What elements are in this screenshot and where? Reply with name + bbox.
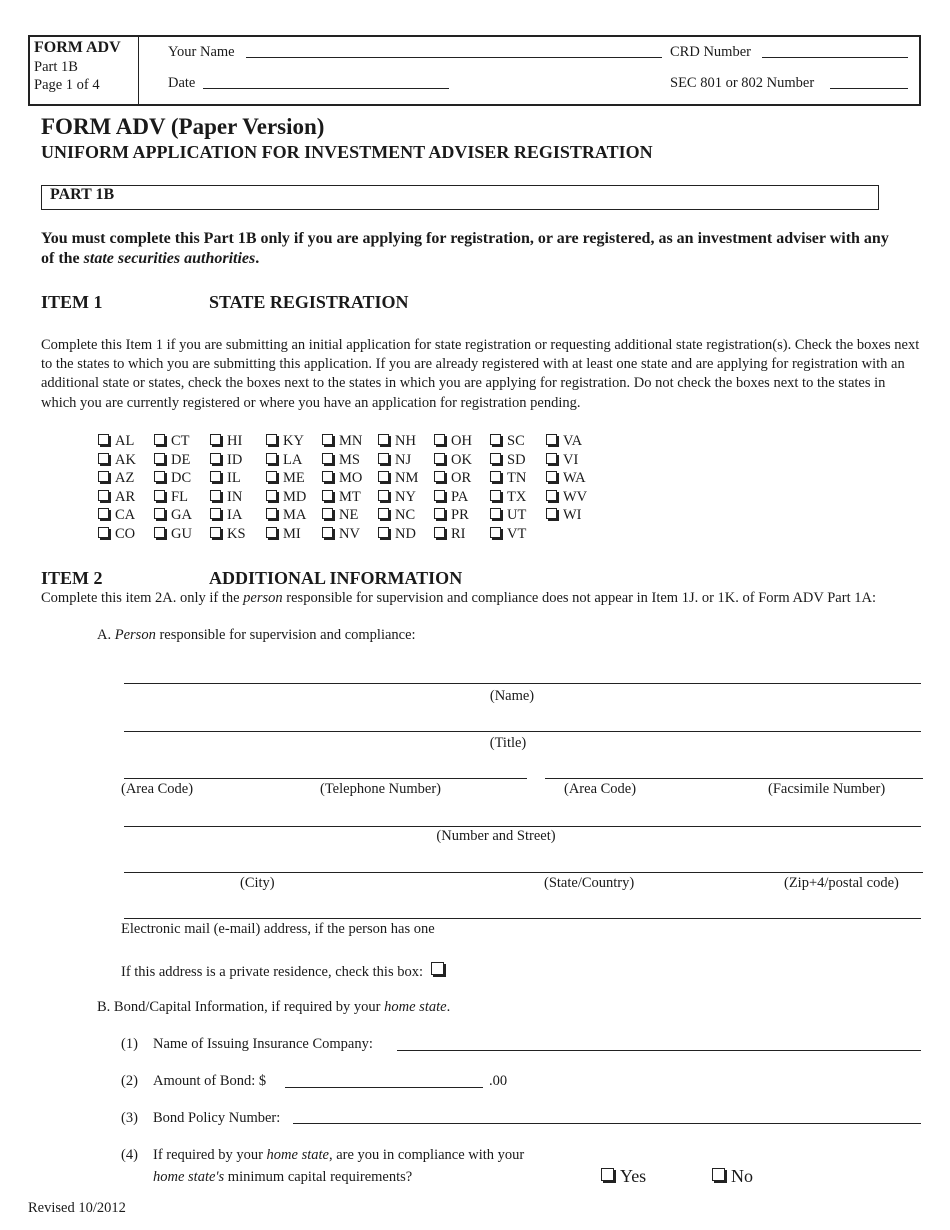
checkbox-icon[interactable]: [266, 508, 277, 519]
checkbox-icon[interactable]: [210, 453, 221, 464]
checkbox-icon[interactable]: [98, 453, 109, 464]
issuing-company-field[interactable]: [397, 1050, 921, 1051]
checkbox-icon[interactable]: [378, 527, 389, 538]
q1-label: Name of Issuing Insurance Company:: [153, 1036, 373, 1052]
state-checkbox-wv[interactable]: [546, 489, 587, 506]
q4-line2: [153, 1169, 412, 1186]
item1-instructions: Complete this Item 1 if you are submitting an initial application for state registration or requesting additional state registration(s). Check the boxes next to the states to which you are submitting this application. If you are already registered with at least one state and are applying for registration with an additional state or states, check the boxes next to the states in which you are applying for registration. Do not check the boxes next to the states in which you are currently registered or where you have an application for registration pending.: [41, 337, 920, 411]
checkbox-icon[interactable]: [434, 508, 445, 519]
state-code-label: VT: [507, 526, 527, 542]
item2-text-end: responsible for supervision and compliance does not appear in Item 1J. or 1K. of Form ADV Part 1A:: [282, 590, 876, 606]
state-code-label: GU: [171, 526, 192, 542]
section-b-text: B. Bond/Capital Information, if required by your: [97, 999, 385, 1015]
section-a-italic: Person: [114, 627, 156, 643]
no-option[interactable]: [712, 1166, 753, 1187]
state-checkbox-in[interactable]: [210, 489, 242, 506]
state-code-label: LA: [283, 452, 303, 468]
state-checkbox-gu[interactable]: [154, 526, 192, 543]
item2-text: Complete this item 2A. only if the: [41, 590, 244, 606]
part-label: Part 1B: [34, 59, 78, 75]
state-checkbox-ny[interactable]: [378, 489, 416, 506]
checkbox-icon[interactable]: [322, 527, 333, 538]
checkbox-icon[interactable]: [434, 453, 445, 464]
email-label: Electronic mail (e-mail) address, if the person has one: [121, 921, 435, 937]
checkbox-icon[interactable]: [490, 434, 501, 445]
header-divider: [138, 35, 139, 106]
checkbox-icon[interactable]: [322, 471, 333, 482]
city-state-zip-field[interactable]: [124, 872, 923, 873]
state-code-label: CO: [115, 526, 136, 542]
item2-title: ADDITIONAL INFORMATION: [209, 568, 463, 588]
state-code-label: IL: [227, 470, 241, 486]
fax-area-code-label: (Area Code): [564, 781, 637, 797]
section-b-heading: [97, 999, 450, 1016]
state-code-label: NC: [395, 507, 416, 523]
checkbox-icon[interactable]: [378, 490, 389, 501]
checkbox-icon[interactable]: [266, 434, 277, 445]
checkbox-icon[interactable]: [322, 508, 333, 519]
checkbox-icon[interactable]: [322, 490, 333, 501]
state-code-label: MO: [339, 470, 363, 486]
state-code-label: CT: [171, 433, 190, 449]
item2-italic: person: [243, 590, 283, 606]
state-code-label: OK: [451, 452, 472, 468]
state-code-label: NV: [339, 526, 360, 542]
state-code-label: AK: [115, 452, 136, 468]
state-checkbox-md[interactable]: [266, 489, 306, 506]
state-checkbox-sd[interactable]: [490, 452, 526, 469]
state-code-label: AZ: [115, 470, 135, 486]
state-code-label: FL: [171, 489, 188, 505]
state-checkbox-nv[interactable]: [322, 526, 360, 543]
private-residence-checkbox[interactable]: [431, 962, 444, 975]
state-code-label: CA: [115, 507, 136, 523]
checkbox-icon[interactable]: [266, 471, 277, 482]
checkbox-icon[interactable]: [210, 471, 221, 482]
state-code-label: OH: [451, 433, 472, 449]
checkbox-icon[interactable]: [490, 527, 501, 538]
section-b-italic: home state: [384, 999, 447, 1015]
checkbox-icon[interactable]: [98, 471, 109, 482]
telephone-field[interactable]: [124, 778, 527, 779]
state-code-label: IN: [227, 489, 243, 505]
private-residence-label: If this address is a private residence, check this box:: [121, 964, 423, 980]
state-checkbox-va[interactable]: [546, 433, 582, 450]
checkbox-icon[interactable]: [546, 471, 557, 482]
no-label: No: [731, 1166, 753, 1186]
header-box: [28, 35, 921, 106]
state-code-label: DE: [171, 452, 191, 468]
checkbox-icon[interactable]: [434, 434, 445, 445]
state-checkbox-vi[interactable]: [546, 452, 578, 469]
q4-text: If required by your: [153, 1147, 267, 1163]
checkbox-icon[interactable]: [378, 434, 389, 445]
checkbox-icon[interactable]: [98, 490, 109, 501]
revised-date: Revised 10/2012: [28, 1200, 126, 1216]
state-checkbox-tn[interactable]: [490, 470, 526, 487]
street-label: (Number and Street): [436, 828, 556, 844]
state-code-label: WV: [563, 489, 588, 505]
yes-checkbox[interactable]: [601, 1168, 614, 1181]
state-code-label: MD: [283, 489, 307, 505]
your-name-label: Your Name: [168, 44, 235, 60]
checkbox-icon[interactable]: [546, 453, 557, 464]
intro-paragraph: [41, 229, 891, 269]
checkbox-icon[interactable]: [266, 527, 277, 538]
state-code-label: ME: [283, 470, 305, 486]
state-code-label: AR: [115, 489, 136, 505]
state-code-label: HI: [227, 433, 243, 449]
checkbox-icon[interactable]: [378, 508, 389, 519]
intro-italic: state securities authorities: [83, 250, 256, 267]
checkbox-icon[interactable]: [434, 471, 445, 482]
state-code-label: WA: [563, 470, 586, 486]
no-checkbox[interactable]: [712, 1168, 725, 1181]
crd-number-field[interactable]: [762, 57, 908, 58]
state-code-label: SD: [507, 452, 526, 468]
section-a-heading: [97, 627, 416, 644]
state-checkbox-ar[interactable]: [98, 489, 135, 506]
yes-option[interactable]: [601, 1166, 646, 1187]
your-name-field[interactable]: [246, 57, 662, 58]
state-code-label: IA: [227, 507, 243, 523]
state-code-label: NJ: [395, 452, 412, 468]
checkbox-icon[interactable]: [266, 453, 277, 464]
state-checkbox-id[interactable]: [210, 452, 242, 469]
sec-number-label: SEC 801 or 802 Number: [670, 75, 815, 91]
state-code-label: NM: [395, 470, 419, 486]
state-checkbox-ma[interactable]: [266, 507, 306, 524]
checkbox-icon[interactable]: [434, 527, 445, 538]
state-code-label: PR: [451, 507, 469, 523]
checkbox-icon[interactable]: [210, 508, 221, 519]
state-code-label: MT: [339, 489, 361, 505]
checkbox-icon[interactable]: [210, 527, 221, 538]
state-code-label: NY: [395, 489, 416, 505]
state-code-label: SC: [507, 433, 525, 449]
q4-line1: [153, 1147, 524, 1164]
state-checkbox-sc[interactable]: [490, 433, 525, 450]
state-code-label: UT: [507, 507, 527, 523]
section-a-rest: responsible for supervision and compliance:: [155, 627, 416, 643]
checkbox-icon[interactable]: [322, 434, 333, 445]
state-checkbox-dc[interactable]: [154, 470, 191, 487]
state-checkbox-mo[interactable]: [322, 470, 362, 487]
q1-number: (1): [121, 1036, 138, 1052]
state-code-label: ID: [227, 452, 243, 468]
state-code-label: TN: [507, 470, 527, 486]
q4-text-end: , are you in compliance with your: [328, 1147, 525, 1163]
checkbox-icon[interactable]: [266, 490, 277, 501]
state-checkbox-al[interactable]: [98, 433, 134, 450]
q2-number: (2): [121, 1073, 138, 1089]
state-checkbox-ga[interactable]: [154, 507, 192, 524]
state-checkbox-ca[interactable]: [98, 507, 135, 524]
checkbox-icon[interactable]: [378, 453, 389, 464]
checkbox-icon[interactable]: [154, 453, 165, 464]
state-checkbox-ri[interactable]: [434, 526, 466, 543]
checkbox-icon[interactable]: [98, 527, 109, 538]
street-field[interactable]: [124, 826, 921, 827]
state-code-label: MA: [283, 507, 307, 523]
bond-amount-suffix: .00: [489, 1073, 508, 1089]
state-code-label: MI: [283, 526, 301, 542]
page-number: Page 1 of 4: [34, 77, 100, 93]
state-code-label: KY: [283, 433, 304, 449]
state-checkbox-ak[interactable]: [98, 452, 136, 469]
name-field[interactable]: [124, 683, 921, 684]
item1-title: STATE REGISTRATION: [209, 292, 409, 312]
state-code-label: DC: [171, 470, 192, 486]
facsimile-field[interactable]: [545, 778, 923, 779]
state-code-label: PA: [451, 489, 469, 505]
checkbox-icon[interactable]: [210, 434, 221, 445]
state-checkbox-ms[interactable]: [322, 452, 360, 469]
checkbox-icon[interactable]: [154, 471, 165, 482]
state-checkbox-wa[interactable]: [546, 470, 586, 487]
intro-text: You must complete this Part 1B only if you are applying for registration, or are registered, as an investment adviser with any of the: [41, 230, 889, 267]
state-checkbox-oh[interactable]: [434, 433, 472, 450]
state-code-label: OR: [451, 470, 472, 486]
part-box-label: PART 1B: [50, 186, 115, 203]
date-label: Date: [168, 75, 196, 91]
date-field[interactable]: [203, 88, 449, 89]
facsimile-label: (Facsimile Number): [768, 781, 886, 797]
name-label: (Name): [489, 688, 535, 704]
state-checkbox-az[interactable]: [98, 470, 134, 487]
state-checkbox-mn[interactable]: [322, 433, 362, 450]
state-code-label: TX: [507, 489, 527, 505]
q3-label: Bond Policy Number:: [153, 1110, 281, 1126]
state-country-label: (State/Country): [544, 875, 635, 891]
checkbox-icon[interactable]: [210, 490, 221, 501]
state-checkbox-ks[interactable]: [210, 526, 246, 543]
state-checkbox-nd[interactable]: [378, 526, 416, 543]
state-checkbox-me[interactable]: [266, 470, 305, 487]
item1-number: ITEM 1: [41, 292, 103, 312]
state-code-label: RI: [451, 526, 466, 542]
q4-number: (4): [121, 1147, 138, 1163]
email-field[interactable]: [124, 918, 921, 919]
state-code-label: NE: [339, 507, 359, 523]
checkbox-icon[interactable]: [490, 490, 501, 501]
checkbox-icon[interactable]: [378, 471, 389, 482]
zip-label: (Zip+4/postal code): [784, 875, 899, 891]
checkbox-icon[interactable]: [546, 490, 557, 501]
private-residence-row: [121, 962, 450, 981]
state-code-label: VI: [563, 452, 579, 468]
state-checkbox-vt[interactable]: [490, 526, 526, 543]
area-code-label: (Area Code): [121, 781, 194, 797]
sec-number-field[interactable]: [830, 88, 908, 89]
state-checkbox-nm[interactable]: [378, 470, 418, 487]
title-field[interactable]: [124, 731, 921, 732]
state-checkbox-de[interactable]: [154, 452, 190, 469]
checkbox-icon[interactable]: [154, 508, 165, 519]
form-adv-label: FORM ADV: [34, 39, 121, 56]
state-code-label: VA: [563, 433, 583, 449]
item2-number: ITEM 2: [41, 568, 103, 588]
section-b-end: .: [446, 999, 451, 1015]
state-code-label: WI: [563, 507, 582, 523]
title-label: (Title): [489, 735, 527, 751]
checkbox-icon[interactable]: [490, 453, 501, 464]
state-checkbox-pr[interactable]: [434, 507, 469, 524]
state-code-label: MS: [339, 452, 360, 468]
checkbox-icon[interactable]: [490, 508, 501, 519]
state-checkbox-nj[interactable]: [378, 452, 411, 469]
state-code-label: ND: [395, 526, 416, 542]
q3-number: (3): [121, 1110, 138, 1126]
state-checkbox-la[interactable]: [266, 452, 302, 469]
yes-label: Yes: [620, 1166, 647, 1186]
state-code-label: AL: [115, 433, 135, 449]
checkbox-icon[interactable]: [546, 434, 557, 445]
bond-policy-field[interactable]: [293, 1123, 921, 1124]
state-checkbox-mt[interactable]: [322, 489, 361, 506]
state-checkbox-ut[interactable]: [490, 507, 526, 524]
state-code-label: MN: [339, 433, 363, 449]
state-checkbox-wi[interactable]: [546, 507, 582, 524]
form-subtitle: UNIFORM APPLICATION FOR INVESTMENT ADVISER REGISTRATION: [41, 142, 653, 162]
state-code-label: NH: [395, 433, 416, 449]
q2-label: Amount of Bond: $: [153, 1073, 267, 1089]
city-label: (City): [240, 875, 275, 891]
telephone-label: (Telephone Number): [320, 781, 441, 797]
q4-line2-italic: home state's: [153, 1169, 225, 1185]
q4-line2-text: minimum capital requirements?: [224, 1169, 413, 1185]
bond-amount-field[interactable]: [285, 1087, 483, 1088]
checkbox-icon[interactable]: [434, 490, 445, 501]
state-checkbox-ne[interactable]: [322, 507, 358, 524]
state-checkbox-ia[interactable]: [210, 507, 242, 524]
section-a-prefix: A.: [97, 627, 115, 643]
checkbox-icon[interactable]: [154, 490, 165, 501]
checkbox-icon[interactable]: [154, 527, 165, 538]
state-checkbox-nc[interactable]: [378, 507, 415, 524]
state-checkbox-pa[interactable]: [434, 489, 468, 506]
checkbox-icon[interactable]: [98, 508, 109, 519]
state-checkbox-mi[interactable]: [266, 526, 301, 543]
form-title: FORM ADV (Paper Version): [41, 114, 325, 139]
state-checkbox-ky[interactable]: [266, 433, 304, 450]
part-box: [41, 185, 879, 210]
state-checkbox-nh[interactable]: [378, 433, 416, 450]
checkbox-icon[interactable]: [322, 453, 333, 464]
state-checkbox-hi[interactable]: [210, 433, 242, 450]
state-checkbox-fl[interactable]: [154, 489, 188, 506]
state-checkbox-or[interactable]: [434, 470, 471, 487]
state-checkbox-ct[interactable]: [154, 433, 190, 450]
intro-end: .: [255, 250, 260, 267]
checkbox-icon[interactable]: [98, 434, 109, 445]
q4-italic: home state: [266, 1147, 329, 1163]
checkbox-icon[interactable]: [154, 434, 165, 445]
state-checkbox-ok[interactable]: [434, 452, 472, 469]
checkbox-icon[interactable]: [546, 508, 557, 519]
item2-instructions: [41, 590, 876, 607]
state-checkbox-il[interactable]: [210, 470, 241, 487]
crd-number-label: CRD Number: [670, 44, 751, 60]
state-checkbox-tx[interactable]: [490, 489, 526, 506]
state-code-label: GA: [171, 507, 192, 523]
state-code-label: KS: [227, 526, 246, 542]
checkbox-icon[interactable]: [490, 471, 501, 482]
state-checkbox-co[interactable]: [98, 526, 135, 543]
